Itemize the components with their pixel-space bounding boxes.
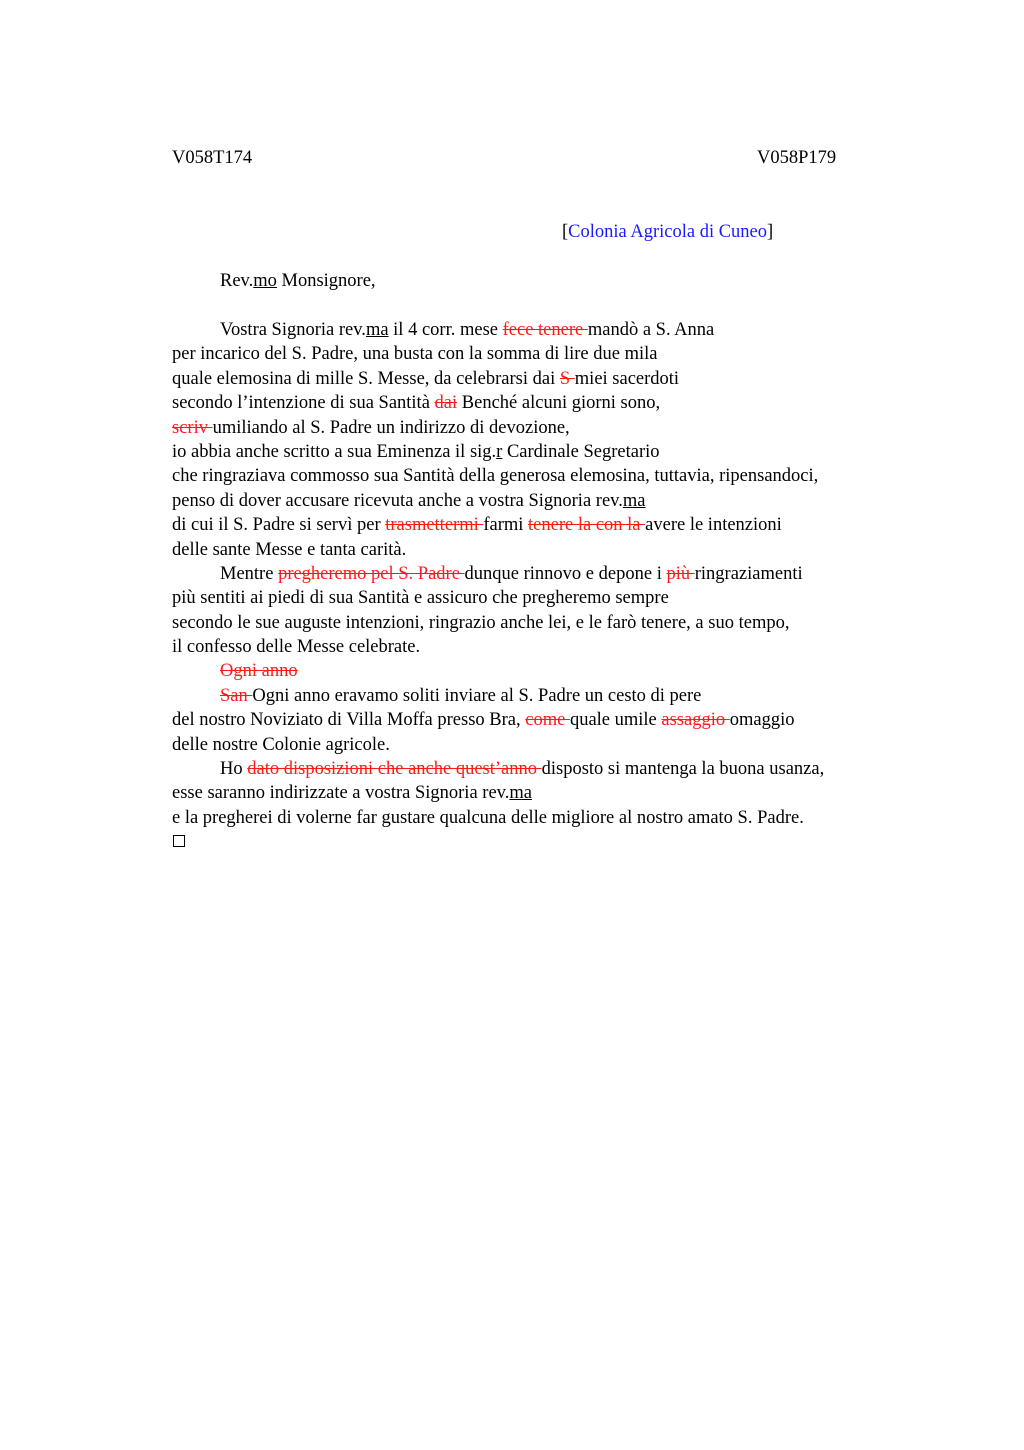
- text-segment: miei sacerdoti: [574, 368, 680, 389]
- text-segment: del nostro Noviziato di Villa Moffa presso Bra,: [172, 710, 526, 731]
- deleted-text: San: [220, 685, 253, 706]
- text-line: [172, 464, 932, 488]
- text-segment: ringraziamenti: [694, 563, 803, 584]
- deleted-text: più: [666, 563, 695, 584]
- text-line: [172, 611, 932, 635]
- text-line: [172, 513, 932, 537]
- deleted-text: dato disposizioni che anche quest’anno: [247, 759, 542, 780]
- text-segment: farmi: [483, 515, 529, 536]
- deleted-text: pregheremo pel S. Padre: [278, 563, 465, 584]
- text-line: [172, 659, 932, 683]
- abbreviation-superscript: ma: [509, 783, 532, 804]
- text-line: [172, 342, 932, 366]
- text-line: [172, 318, 932, 342]
- text-segment: per incarico del S. Padre, una busta con la somma di lire due mila: [172, 344, 658, 365]
- text-segment: delle nostre Colonie agricole.: [172, 734, 390, 755]
- text-segment: umiliando al S. Padre un indirizzo di devozione,: [212, 417, 570, 438]
- abbreviation-superscript: ma: [365, 320, 389, 340]
- text-line: [172, 367, 932, 391]
- text-segment: quale elemosina di mille S. Messe, da celebrarsi dai: [172, 368, 560, 389]
- text-segment: secondo le sue auguste intenzioni, ringrazio anche lei, e le farò tenere, a suo tempo,: [172, 612, 790, 633]
- text-line: [172, 781, 932, 805]
- text-segment: omaggio: [729, 710, 795, 731]
- text-line: [172, 562, 932, 586]
- text-segment: avere le intenzioni: [645, 515, 782, 536]
- title-open-bracket: [: [562, 222, 569, 242]
- salutation-rest: Monsignore,: [276, 271, 376, 291]
- text-line: [172, 684, 932, 708]
- text-segment: disposto si mantenga la buona usanza,: [541, 759, 825, 780]
- text-line: [172, 708, 932, 732]
- title-text: Colonia Agricola di Cuneo: [568, 222, 768, 242]
- text-segment: mandò a S. Anna: [587, 320, 715, 340]
- text-segment: esse saranno indirizzate a vostra Signoria rev.: [172, 783, 510, 804]
- text-line: [172, 806, 932, 830]
- text-segment: di cui il S. Padre si servì per: [172, 515, 386, 536]
- text-line: [172, 635, 932, 659]
- text-segment: dunque rinnovo e depone i: [464, 563, 667, 584]
- text-segment: secondo l’intenzione di sua Santità: [172, 393, 435, 414]
- letter-body: [172, 318, 932, 830]
- text-segment: Benché alcuni giorni sono,: [457, 393, 661, 414]
- end-marker-box: [173, 835, 185, 847]
- text-segment: Vostra Signoria rev.: [220, 320, 366, 340]
- document-title: [562, 221, 773, 243]
- text-segment: delle sante Messe e tanta carità.: [172, 539, 407, 560]
- salutation-prefix: Rev.: [220, 271, 254, 291]
- header-right-code: V058P179: [757, 148, 837, 168]
- text-segment: che ringraziava commosso sua Santità della generosa elemosina, tuttavia, ripensandoci,: [172, 466, 819, 487]
- text-segment: penso di dover accusare ricevuta anche a vostra Signoria rev.: [172, 490, 623, 511]
- text-line: [172, 757, 932, 781]
- deleted-text: fece tenere: [502, 320, 588, 340]
- text-segment: io abbia anche scritto a sua Eminenza il sig.: [172, 441, 497, 462]
- text-segment: Ogni anno eravamo soliti inviare al S. Padre un cesto di pere: [252, 685, 702, 706]
- text-line: [172, 489, 932, 513]
- salutation-abbrev: mo: [253, 271, 277, 291]
- title-close-bracket: ]: [767, 222, 774, 242]
- deleted-text: scriv: [172, 417, 213, 438]
- text-segment: più sentiti ai piedi di sua Santità e assicuro che pregheremo sempre: [172, 588, 669, 609]
- text-segment: Ho: [220, 759, 248, 780]
- abbreviation-superscript: r: [496, 441, 503, 462]
- text-line: [172, 538, 932, 562]
- deleted-text: Ogni anno: [220, 661, 298, 682]
- text-segment: il 4 corr. mese: [388, 320, 503, 340]
- deleted-text: come: [525, 710, 570, 731]
- text-segment: e la pregherei di volerne far gustare qualcuna delle migliore al nostro amato S. Padre.: [172, 807, 804, 828]
- salutation: [220, 270, 376, 292]
- deleted-text: trasmettermi: [385, 515, 484, 536]
- abbreviation-superscript: ma: [622, 490, 646, 511]
- deleted-text: S: [559, 368, 575, 389]
- text-segment: Cardinale Segretario: [502, 441, 660, 462]
- text-segment: quale umile: [569, 710, 662, 731]
- deleted-text: tenere la con la: [528, 515, 646, 536]
- deleted-text: dai: [434, 393, 458, 414]
- deleted-text: assaggio: [661, 710, 730, 731]
- header-left-code: V058T174: [172, 148, 253, 168]
- text-line: [172, 416, 932, 440]
- text-line: [172, 733, 932, 757]
- text-line: [172, 586, 932, 610]
- text-segment: il confesso delle Messe celebrate.: [172, 637, 421, 658]
- text-line: [172, 391, 932, 415]
- text-segment: Mentre: [220, 563, 279, 584]
- text-line: [172, 440, 932, 464]
